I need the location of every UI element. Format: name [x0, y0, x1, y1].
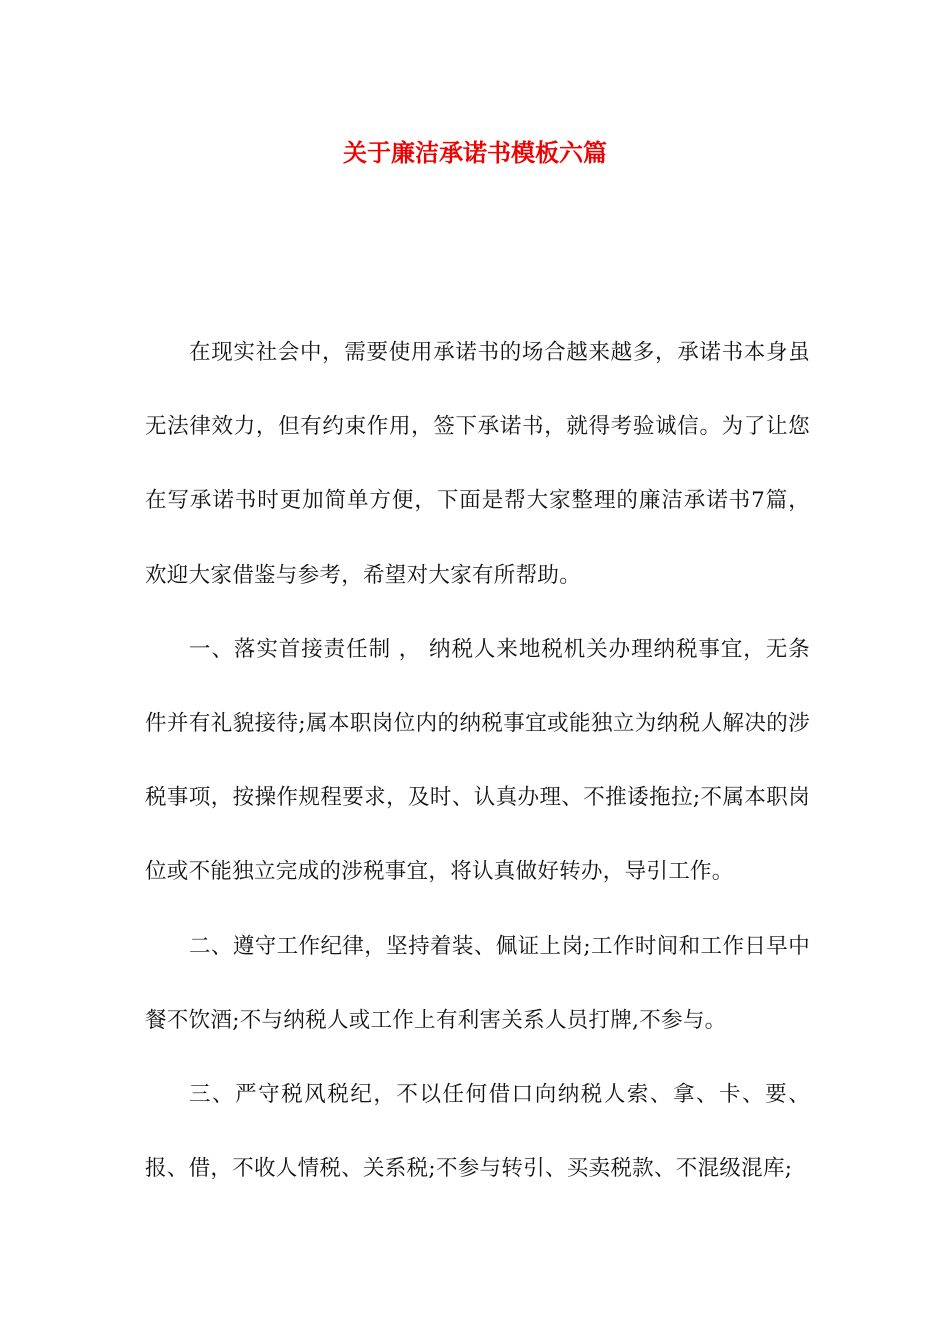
document-title: 关于廉洁承诺书模板六篇: [343, 138, 607, 167]
clause-three-paragraph: 三、严守税风税纪，不以任何借口向纳税人索、拿、卡、要、报、借，不收人情税、关系税;不参与转引、买卖税款、不混级混库;: [145, 1082, 810, 1182]
intro-paragraph: 在现实社会中，需要使用承诺书的场合越来越多，承诺书本身虽无法律效力，但有约束作用，签下承诺书，就得考验诚信。为了让您在写承诺书时更加简单方便，下面是帮大家整理的廉洁承诺书7篇，欢迎大家借鉴与参考，希望对大家有所帮助。: [145, 340, 810, 588]
document-body: [145, 316, 810, 1206]
clause-one-paragraph: 一、落实首接责任制 ， 纳税人来地税机关办理纳税事宜，无条件并有礼貌接待;属本职岗位内的纳税事宜或能独立为纳税人解决的涉税事项，按操作规程要求，及时、认真办理、不推诿拖拉;不属本职岗位或不能独立完成的涉税事宜，将认真做好转办，导引工作。: [145, 636, 810, 885]
clause-two-paragraph: 二、遵守工作纪律，坚持着装、佩证上岗;工作时间和工作日早中餐不饮酒;不与纳税人或工作上有利害关系人员打牌,不参与。: [145, 933, 810, 1033]
